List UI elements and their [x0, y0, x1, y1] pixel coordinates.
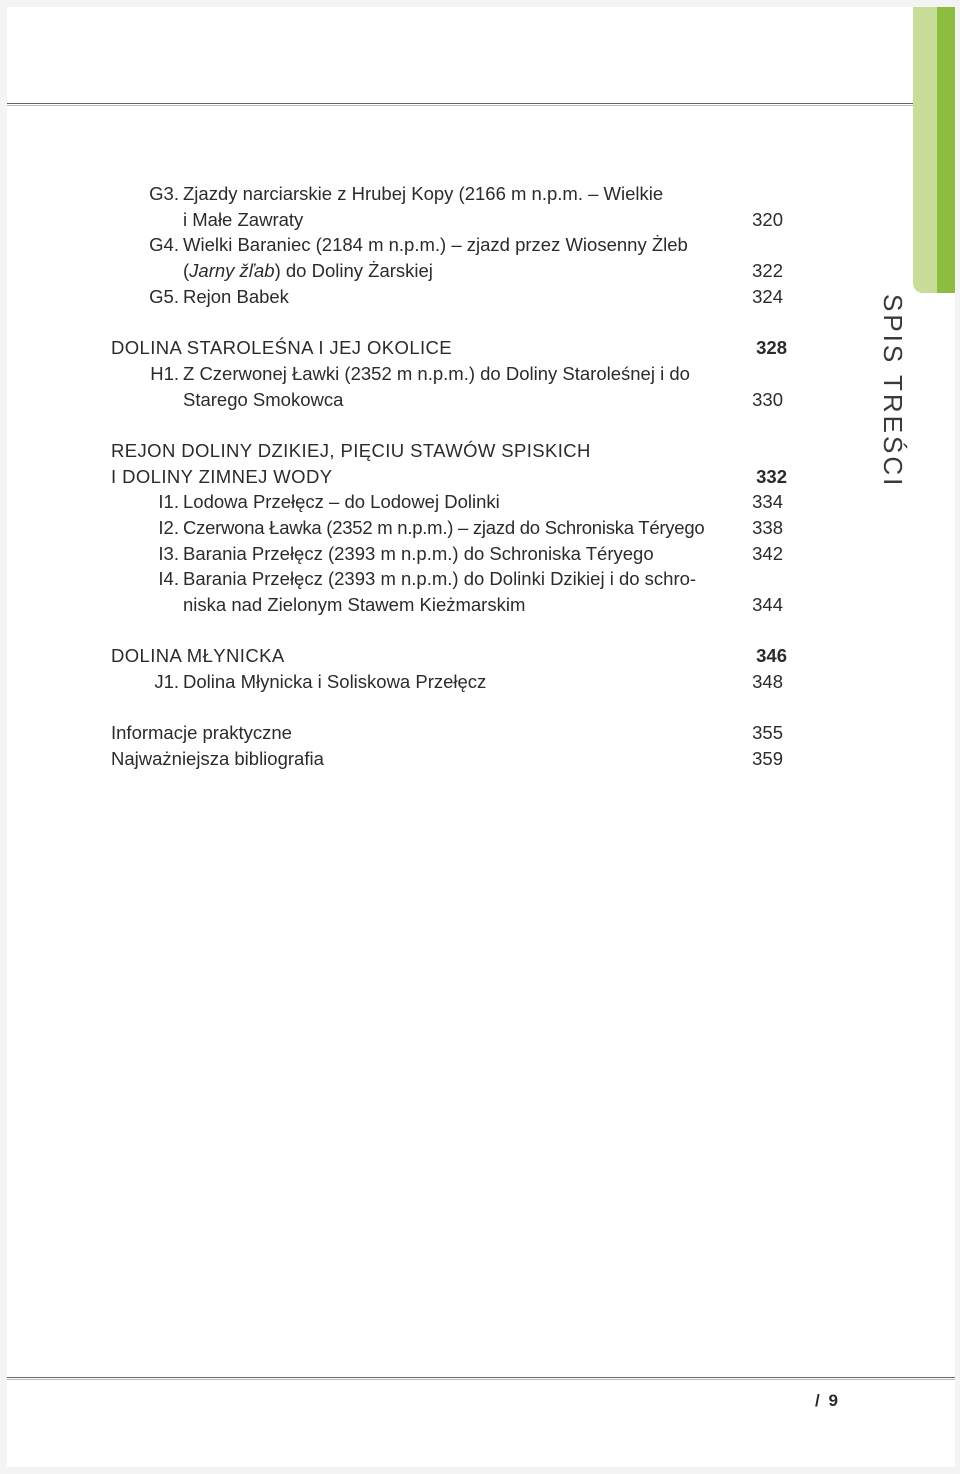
entry-title: Czerwona Ławka (2352 m n.p.m.) – zjazd do Schroniska Téryego	[183, 516, 705, 538]
entry-title: Informacje praktyczne	[111, 722, 292, 744]
entry-code: G5.	[149, 285, 179, 307]
toc-section-j	[111, 643, 811, 669]
top-rule	[7, 103, 913, 106]
section-title: REJON DOLINY DZIKIEJ, PIĘCIU STAWÓW SPISKICH	[111, 439, 591, 461]
entry-title-cont: Starego Smokowca	[183, 388, 344, 410]
entry-page: 324	[752, 285, 783, 307]
entry-title: Barania Przełęcz (2393 m n.p.m.) do Dolinki Dzikiej i do schro-	[183, 568, 697, 590]
toc-entry-g5	[111, 284, 811, 310]
entry-title: Najważniejsza bibliografia	[111, 748, 324, 770]
toc-entry-i3	[111, 541, 811, 567]
toc-section-i	[111, 438, 811, 464]
side-label: SPIS TREŚCI	[878, 294, 908, 489]
toc-entry-g3-cont	[111, 207, 811, 233]
chapter-tab-dark	[937, 7, 955, 293]
entry-title: Rejon Babek	[183, 285, 289, 307]
entry-page: 355	[752, 722, 783, 744]
entry-title: Lodowa Przełęcz – do Lodowej Dolinki	[183, 491, 500, 513]
entry-page: 344	[752, 594, 783, 615]
entry-page: 322	[752, 260, 783, 282]
entry-title-cont: niska nad Zielonym Stawem Kieżmarskim	[183, 594, 526, 615]
entry-code: J1.	[154, 671, 179, 693]
section-page: 332	[756, 465, 787, 487]
table-of-contents	[111, 181, 811, 772]
spacer	[111, 695, 811, 721]
toc-entry-info	[111, 720, 811, 746]
entry-title-rest: ) do Doliny Żarskiej	[274, 260, 433, 282]
entry-code: G3.	[149, 183, 179, 204]
entry-page: 338	[752, 516, 783, 538]
entry-title: Zjazdy narciarskie z Hrubej Kopy (2166 m n.p.m. – Wielkie	[183, 183, 664, 204]
entry-page: 359	[752, 748, 783, 770]
toc-entry-i4	[111, 566, 811, 592]
entry-page: 348	[752, 671, 783, 693]
entry-title: Barania Przełęcz (2393 m n.p.m.) do Schroniska Téryego	[183, 542, 654, 564]
entry-code: I1.	[158, 491, 179, 513]
entry-code: G4.	[149, 234, 179, 256]
toc-section-i-cont	[111, 464, 811, 490]
entry-title-cont	[183, 258, 433, 284]
toc-entry-bibliography	[111, 746, 811, 772]
entry-code: I3.	[158, 542, 179, 564]
toc-entry-g4-cont	[111, 258, 811, 284]
entry-page: 330	[752, 388, 783, 410]
spacer	[111, 618, 811, 644]
italic-name: Jarny žľab	[189, 260, 275, 282]
document-page	[7, 7, 955, 1467]
open-paren: (	[183, 260, 190, 282]
toc-entry-g4	[111, 232, 811, 258]
entry-page: 342	[752, 542, 783, 564]
toc-section-h	[111, 335, 811, 361]
toc-entry-g3	[111, 181, 811, 207]
chapter-tab-light	[913, 7, 937, 293]
entry-title: Wielki Baraniec (2184 m n.p.m.) – zjazd przez Wiosenny Żleb	[183, 234, 688, 256]
entry-page: 320	[752, 208, 783, 230]
spacer	[111, 309, 811, 335]
toc-entry-i4-cont	[111, 592, 811, 618]
entry-code: I2.	[158, 516, 179, 538]
section-title-cont: I DOLINY ZIMNEJ WODY	[111, 465, 333, 487]
entry-title: Z Czerwonej Ławki (2352 m n.p.m.) do Doliny Staroleśnej i do	[183, 362, 690, 384]
toc-entry-h1-cont	[111, 387, 811, 413]
section-title: DOLINA MŁYNICKA	[111, 645, 285, 667]
entry-code: H1.	[150, 362, 179, 384]
bottom-rule	[7, 1377, 955, 1380]
entry-page: 334	[752, 491, 783, 513]
entry-title: Dolina Młynicka i Soliskowa Przełęcz	[183, 671, 487, 693]
section-title: DOLINA STAROLEŚNA I JEJ OKOLICE	[111, 337, 453, 359]
entry-code: I4.	[158, 568, 179, 590]
toc-entry-h1	[111, 361, 811, 387]
toc-entry-i1	[111, 489, 811, 515]
toc-entry-j1	[111, 669, 811, 695]
spacer	[111, 412, 811, 438]
entry-title-cont: i Małe Zawraty	[183, 208, 304, 230]
section-page: 328	[756, 337, 787, 359]
page-number: / 9	[815, 1391, 840, 1410]
section-page: 346	[756, 645, 787, 667]
toc-entry-i2	[111, 515, 811, 541]
